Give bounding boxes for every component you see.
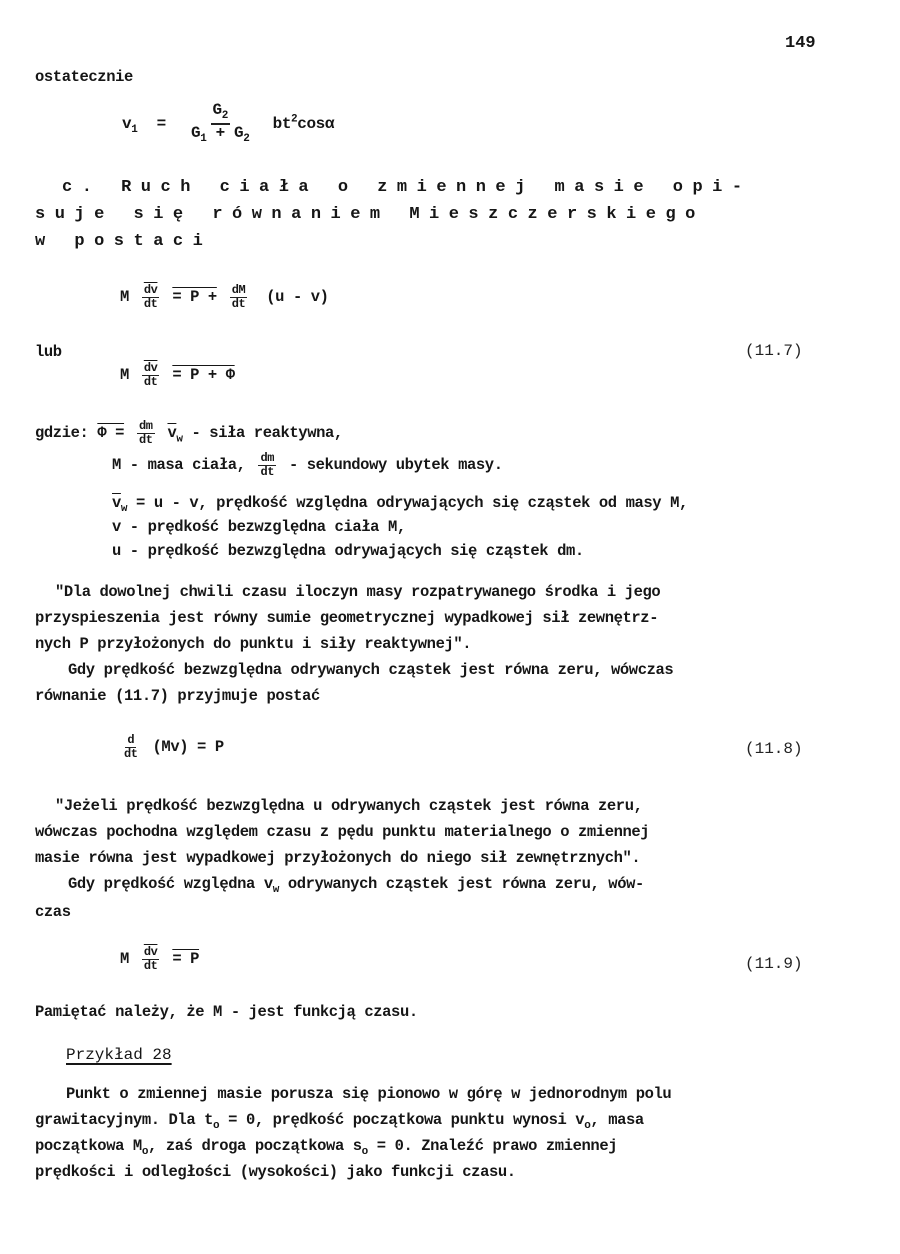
equation-meshchersky-full: M $\frac{\overline{dv}}{dt}$ = P + $\frac{dM}{dt}$ (u - v) bbox=[120, 283, 329, 311]
definition-relative-velocity: $\overline{v}_w = u - v$, prędkość względna odrywających się cząstek od masy M, bbox=[112, 494, 688, 516]
fraction-dM-dt: $\frac{dM}{dt}$ bbox=[231, 283, 246, 311]
section-c-line2: suje się równaniem Mieszczerskiego bbox=[35, 205, 705, 224]
definition-phi: gdzie: Φ = $\frac{dm}{dt}$ $\overline{v}_w$ - siła reaktywna, bbox=[35, 419, 343, 447]
equals-sign: = bbox=[156, 114, 166, 133]
equation-label-11-7: (11.7) bbox=[745, 342, 803, 360]
equation-v1 bbox=[122, 102, 334, 145]
page-number: 149 bbox=[785, 34, 816, 53]
quote1-line2: przyspieszenia jest równy sumie geometrycznej wypadkowej sił zewnętrz- bbox=[35, 609, 659, 627]
section-c-line3: w postaci bbox=[35, 232, 213, 251]
fraction-g2-over-sum: $\frac{G_2}{G_1 + G_2}$ bbox=[191, 101, 250, 145]
lub-word: lub bbox=[35, 343, 62, 361]
quote2-line2: wówczas pochodna względem czasu z pędu punktu materialnego o zmiennej bbox=[35, 823, 650, 841]
definition-absolute-velocity-body: v - prędkość bezwzględna ciała M, bbox=[112, 518, 406, 536]
definition-absolute-velocity-particles: u - prędkość bezwzględna odrywających się cząstek dm. bbox=[112, 542, 584, 560]
definition-mass: M - masa ciała, $\frac{dm}{dt}$ - sekundowy ubytek masy. bbox=[112, 451, 503, 479]
quote2-line3: masie równa jest wypadkowej przyłożonych do niego sił zewnętrznych". bbox=[35, 849, 641, 867]
remember-note: Pamiętać należy, że M - jest funkcją czasu. bbox=[35, 1003, 418, 1021]
example-line1: Punkt o zmiennej masie porusza się pionowo w górę w jednorodnym polu bbox=[66, 1085, 672, 1103]
para2-line2: czas bbox=[35, 903, 71, 921]
fraction-dv-dt: $\frac{\overline{dv}}{dt}$ bbox=[143, 361, 158, 389]
intro-word: ostatecznie bbox=[35, 68, 133, 86]
para1-line1: Gdy prędkość bezwzględna odrywanych cząstek jest równa zeru, wówczas bbox=[68, 661, 674, 679]
quote1-line1: "Dla dowolnej chwili czasu iloczyn masy rozpatrywanego środka i jego bbox=[55, 583, 661, 601]
eq-v1-rhs: $bt^2\cos\alpha$ bbox=[272, 113, 335, 133]
example-line3: początkowa $M_o$, zaś droga początkowa $s_o = 0$. Znaleźć prawo zmiennej bbox=[35, 1137, 618, 1159]
equation-label-11-9: (11.9) bbox=[745, 955, 803, 973]
example-line4: prędkości i odległości (wysokości) jako funkcji czasu. bbox=[35, 1163, 516, 1181]
example-title: Przykład 28 bbox=[66, 1046, 172, 1064]
equation-11-8: $\frac{d}{dt}$ (Mv) = P bbox=[124, 733, 224, 761]
equation-11-9: M $\frac{\overline{dv}}{dt}$ = P bbox=[120, 945, 200, 973]
quote2-line1: "Jeżeli prędkość bezwzględna u odrywanych cząstek jest równa zeru, bbox=[55, 797, 643, 815]
eq-v1-lhs: $v_1$ bbox=[122, 114, 138, 137]
para2-line1: Gdy prędkość względna $v_w$ odrywanych cząstek jest równa zeru, wów- bbox=[68, 875, 644, 897]
section-c-line1: c. Ruch ciała o zmiennej masie opi- bbox=[62, 178, 752, 197]
example-line2: grawitacyjnym. Dla $t_o = 0$, prędkość początkowa punktu wynosi $v_o$, masa bbox=[35, 1111, 644, 1133]
fraction-dv-dt: $\frac{\overline{dv}}{dt}$ bbox=[143, 283, 158, 311]
equation-label-11-8: (11.8) bbox=[745, 740, 803, 758]
quote1-line3: nych P przyłożonych do punktu i siły reaktywnej". bbox=[35, 635, 472, 653]
equation-meshchersky-short: M $\frac{\overline{dv}}{dt}$ = P + Φ bbox=[120, 361, 235, 389]
para1-line2: równanie (11.7) przyjmuje postać bbox=[35, 687, 320, 705]
